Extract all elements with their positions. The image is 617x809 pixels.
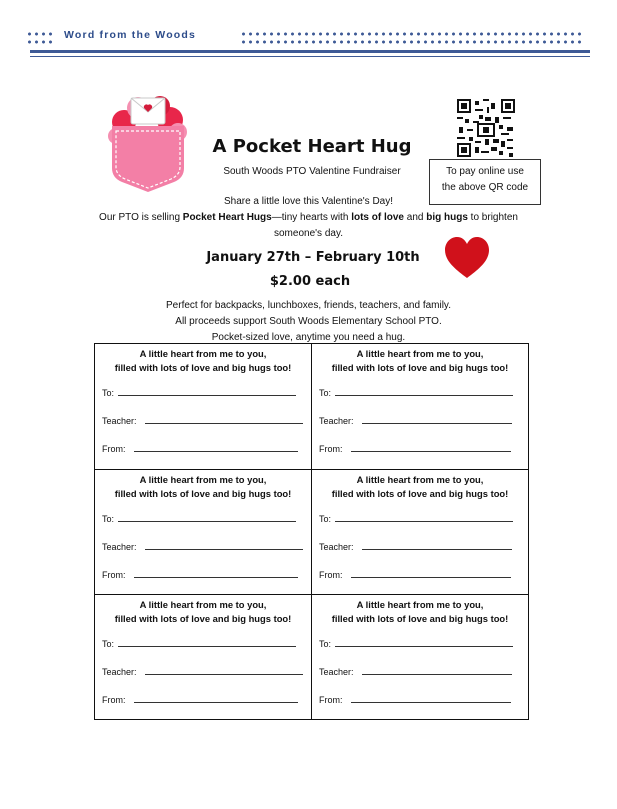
details-line: All proceeds support South Woods Elementary School PTO. (175, 316, 442, 327)
newsletter-header (26, 26, 591, 62)
pocket-hearts-image (108, 92, 188, 194)
from-field[interactable]: From: (102, 444, 298, 454)
from-field[interactable]: From: (319, 570, 511, 580)
qr-code (457, 99, 515, 157)
qr-caption-line: To pay online use (446, 166, 524, 177)
heart-card (312, 595, 528, 719)
heart-card (95, 595, 312, 719)
to-field[interactable]: To: (102, 639, 296, 649)
teacher-field[interactable]: Teacher: (102, 416, 303, 426)
newsletter-title: Word from the Woods (64, 29, 197, 41)
header-dots-right (240, 30, 583, 46)
to-field[interactable]: To: (319, 388, 513, 398)
teacher-field[interactable]: Teacher: (102, 542, 303, 552)
card-message: A little heart from me to you, filled with lots of love and big hugs too! (114, 599, 292, 624)
flyer-details (90, 298, 527, 346)
to-field[interactable]: To: (102, 514, 296, 524)
sale-dates: January 27th – February 10th (206, 250, 420, 265)
from-field[interactable]: From: (319, 444, 511, 454)
details-line: Pocket-sized love, anytime you need a hug. (211, 332, 406, 343)
flyer-subtitle: South Woods PTO Valentine Fundraiser (223, 166, 401, 177)
card-message: A little heart from me to you, filled with lots of love and big hugs too! (331, 474, 509, 499)
header-rule-thick (30, 50, 590, 53)
to-field[interactable]: To: (319, 514, 513, 524)
header-rule-thin (30, 56, 590, 57)
to-field[interactable]: To: (102, 388, 296, 398)
heart-card (95, 344, 312, 470)
card-message: A little heart from me to you, filled with lots of love and big hugs too! (114, 474, 292, 499)
heart-card (95, 470, 312, 595)
card-message: A little heart from me to you, filled with lots of love and big hugs too! (331, 599, 509, 624)
flyer-intro: Our PTO is selling Pocket Heart Hugs—tiny hearts with lots of love and big hugs to brighten someone's day. (99, 212, 518, 239)
card-message: A little heart from me to you, filled with lots of love and big hugs too! (114, 348, 292, 373)
teacher-field[interactable]: Teacher: (319, 542, 512, 552)
details-line: Perfect for backpacks, lunchboxes, friends, teachers, and family. (166, 300, 451, 311)
flyer-title: A Pocket Heart Hug (212, 136, 412, 157)
teacher-field[interactable]: Teacher: (319, 416, 512, 426)
from-field[interactable]: From: (319, 695, 511, 705)
teacher-field[interactable]: Teacher: (102, 667, 303, 677)
to-field[interactable]: To: (319, 639, 513, 649)
from-field[interactable]: From: (102, 695, 298, 705)
price: $2.00 each (269, 274, 351, 289)
flyer-tagline: Share a little love this Valentine's Day! (223, 196, 394, 207)
card-message: A little heart from me to you, filled with lots of love and big hugs too! (331, 348, 509, 373)
qr-caption-line: the above QR code (441, 182, 529, 193)
teacher-field[interactable]: Teacher: (319, 667, 512, 677)
heart-card (312, 470, 528, 595)
heart-card (312, 344, 528, 470)
heart-card-grid (94, 343, 529, 720)
from-field[interactable]: From: (102, 570, 298, 580)
header-dots-left (26, 30, 56, 46)
